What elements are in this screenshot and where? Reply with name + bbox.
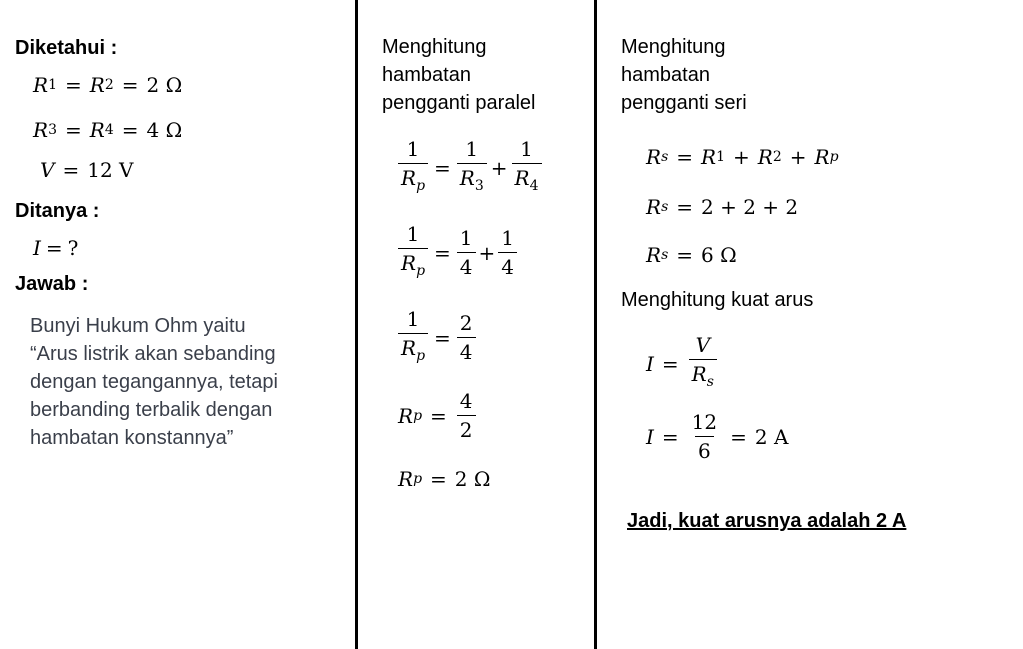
series-heading: Menghitung hambatan pengganti seri <box>621 36 747 114</box>
asked-current: I = ? <box>33 236 79 260</box>
series-eq-2: R s = 2 + 2 + 2 <box>646 195 799 219</box>
parallel-eq-3: $\frac{1}{R_p}$ = $\frac{2}{4}$ <box>396 307 478 368</box>
parallel-eq-2: $\frac{1}{R_p}$ = $\frac{1}{4}$ + $\frac{1}{4}$ <box>396 222 519 283</box>
conclusion: Jadi, kuat arusnya adalah 2 A <box>627 510 907 532</box>
parallel-eq-4: R p = $\frac{4}{2}$ <box>398 389 478 442</box>
series-eq-3: R s = 6 Ω <box>646 243 737 267</box>
ohm-law-statement: Bunyi Hukum Ohm yaitu “Arus listrik akan sebanding dengan tegangannya, tetapi berbanding terbalik dengan hambatan konstannya” <box>30 315 278 449</box>
parallel-eq-5: R p = 2 Ω <box>398 467 491 491</box>
current-heading: Menghitung kuat arus <box>621 289 814 311</box>
parallel-heading: Menghitung hambatan pengganti paralel <box>382 36 536 114</box>
series-eq-1: R s = R 1 + R 2 + R p <box>646 145 839 169</box>
given-r3-r4: R 3 = R 4 = 4 Ω <box>33 118 183 142</box>
given-voltage: V = 12 V <box>40 158 134 182</box>
current-eq-2: I = $\frac{12}{6}$ = 2 A <box>646 410 789 463</box>
column-divider-left <box>355 0 358 649</box>
given-r1-r2: R 1 = R 2 = 2 Ω <box>33 73 183 97</box>
parallel-eq-1: $\frac{1}{R_p}$ = $\frac{1}{R_3}$ + $\frac{1}{R_4}$ <box>396 137 544 198</box>
ditanya-heading: Ditanya : <box>15 200 100 222</box>
jawab-heading: Jawab : <box>15 273 89 295</box>
column-divider-right <box>594 0 597 649</box>
current-eq-1: I = $\frac{V}{R_s}$ <box>646 333 719 394</box>
diketahui-heading: Diketahui : <box>15 37 118 59</box>
